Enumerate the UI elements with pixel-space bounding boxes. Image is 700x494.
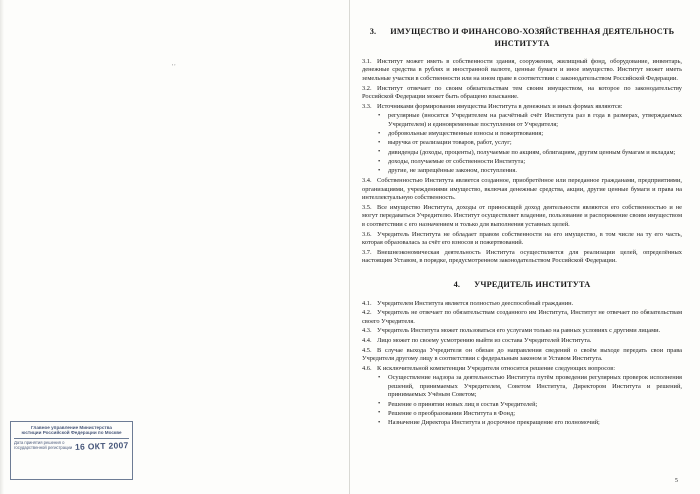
list-item: • Осуществление надзора за деятельностью Института путём проведения регулярных проверок исполнения решений, принимаемых Учредителем, Советом Института, Директором Института и решений, принимаемых Учёным Советом; <box>362 374 682 400</box>
clause-text-3-3: Источниками формирования имущества Института в денежных и иных формах являются: <box>377 102 623 110</box>
section-number-3: 3. <box>369 27 377 36</box>
clause-text-3-1: Институт может иметь в собственности здания, сооружения, жилищный фонд, оборудование, инвентарь, денежные средства в рублях и иностранной валюте, ценные бумаги и иное имущество. Институт может иметь земельные участки в собственности или на ином праве в соответствии с законодательством Российской Федерации. <box>362 58 682 82</box>
left-blank-column <box>0 0 349 494</box>
clause-3-5 <box>362 204 682 229</box>
bullet-list-section-3 <box>362 112 682 176</box>
list-item: • Назначение Директора Института и досрочное прекращение его полномочий; <box>362 419 682 428</box>
bullet-list-section-4 <box>362 374 682 427</box>
clause-3-7 <box>362 249 682 266</box>
section-title-4: УЧРЕДИТЕЛЬ ИНСТИТУТА <box>474 279 591 289</box>
list-item: • Решение о преобразовании Института в Фонд; <box>362 410 682 419</box>
stamp-line-2: юстиции Российской Федерации по Москве <box>14 430 129 438</box>
clause-4-1 <box>362 300 682 308</box>
clause-text-4-5: В случае выхода Учредителя он обязан до направления сведений о своём выходе передать свои права Учредителя другому лицу в соответствии с федеральным законом и Уставом Института. <box>362 346 682 362</box>
list-item: • доходы, получаемые от собственности Института; <box>362 158 682 167</box>
text-column <box>352 0 700 494</box>
stamp-date: 16 ОКТ 2007 <box>75 439 130 452</box>
clause-4-4 <box>362 337 682 345</box>
clause-text-3-7: Внешнеэкономическая деятельность Института осуществляется для реализации целей, определённых настоящим Уставом, в порядке, предусмотренном законодательством Российской Федерации. <box>362 248 682 265</box>
section-heading-4 <box>362 279 682 291</box>
clause-3-4 <box>362 177 682 202</box>
ink-speck-mark: '' <box>172 63 177 71</box>
clause-3-3 <box>362 103 682 111</box>
clause-number-3-3: 3.3. <box>362 102 372 110</box>
section-number-4: 4. <box>453 279 461 289</box>
stamp-date-row <box>14 441 129 451</box>
list-item: • добровольные имущественные взносы и пожертвования; <box>362 130 682 139</box>
section-title-3: ИМУЩЕСТВО И ФИНАНСОВО-ХОЗЯЙСТВЕННАЯ ДЕЯТЕЛЬНОСТЬ ИНСТИТУТА <box>390 27 675 49</box>
clause-number-4-1: 4.1. <box>362 299 372 307</box>
clause-3-6 <box>362 231 682 248</box>
clause-number-4-2: 4.2. <box>362 309 372 317</box>
clause-number-3-6: 3.6. <box>362 230 372 238</box>
registration-stamp <box>10 421 133 480</box>
clause-text-3-4: Собственностью Института является созданное, приобретённое или переданное гражданами, предприятиями, организациями, учреждениями имущество, включая денежные средства, акции, другие ценные бумаги и права на интеллектуальную собственность. <box>362 177 682 202</box>
clause-4-2 <box>362 309 682 326</box>
list-item: • дивиденды (доходы, проценты), получаемые по акциям, облигациям, другим ценным бумагам и вкладам; <box>362 149 682 158</box>
clause-3-1 <box>362 58 682 83</box>
page-number: 5 <box>674 477 678 484</box>
clause-4-5 <box>362 347 682 364</box>
section-heading-3 <box>362 26 682 50</box>
clause-number-3-2: 3.2. <box>362 84 372 92</box>
clause-number-4-4: 4.4. <box>362 336 372 344</box>
clause-text-4-1: Учредителем Института является полностью дееспособный гражданин. <box>377 299 574 307</box>
list-item: • Решение о принятии новых лиц в состав Учредителей; <box>362 401 682 410</box>
clause-number-4-3: 4.3. <box>362 327 372 335</box>
page-fold-line <box>349 0 350 494</box>
clause-number-3-4: 3.4. <box>362 177 372 185</box>
clause-text-3-5: Все имущество Института, доходы от приносящей доход деятельности являются его собственностью и не могут передаваться Учредителю. Институт осуществляет владение, пользование и распоряжение своим имуществом в соответствии с его назначением и только для выполнения уставных целей. <box>362 203 682 228</box>
list-item: • другие, не запрещённые законом, поступления. <box>362 167 682 176</box>
clause-number-3-7: 3.7. <box>362 248 372 256</box>
list-item: • выручка от реализации товаров, работ, услуг; <box>362 139 682 148</box>
stamp-line-1: Главное управление Министерства <box>31 425 112 430</box>
clause-text-4-2: Учредитель не отвечает по обязательствам созданного им Института, Институт не отвечает по обязательствам своего Учредителя. <box>362 309 682 325</box>
clause-number-4-5: 4.5. <box>362 346 372 354</box>
clause-number-4-6: 4.6. <box>362 364 372 372</box>
stamp-caption: Дата принятия решения о государственной регистрации <box>14 440 73 450</box>
clause-text-3-2: Институт отвечает по своим обязательствам тем своим имуществом, на которое по законодательству Российской Федерации может быть обращено взыскание. <box>362 84 682 101</box>
clause-4-3 <box>362 327 682 335</box>
clause-3-2 <box>362 85 682 102</box>
clause-text-3-6: Учредитель Института не обладает правом собственности на его имущество, в том числе на ту его часть, которая образовалась за счёт его взносов и пожертвований. <box>362 230 682 246</box>
clause-number-3-1: 3.1. <box>362 58 372 66</box>
clause-text-4-3: Учредитель Института может пользоваться его услугами только на равных условиях с другими лицами. <box>377 327 661 335</box>
clause-number-3-5: 3.5. <box>362 203 372 211</box>
clause-text-4-6: К исключительной компетенции Учредителя относится решение следующих вопросов: <box>377 364 616 372</box>
list-item: • регулярные (вносятся Учредителем на расчётный счёт Института раз в года в размерах, утверждаемых Учредителем) и единовременные поступления от Учредителя; <box>362 112 682 129</box>
clause-text-4-4: Лицо может по своему усмотрению выйти из состава Учредителей Института. <box>377 336 592 344</box>
clause-4-6 <box>362 365 682 373</box>
